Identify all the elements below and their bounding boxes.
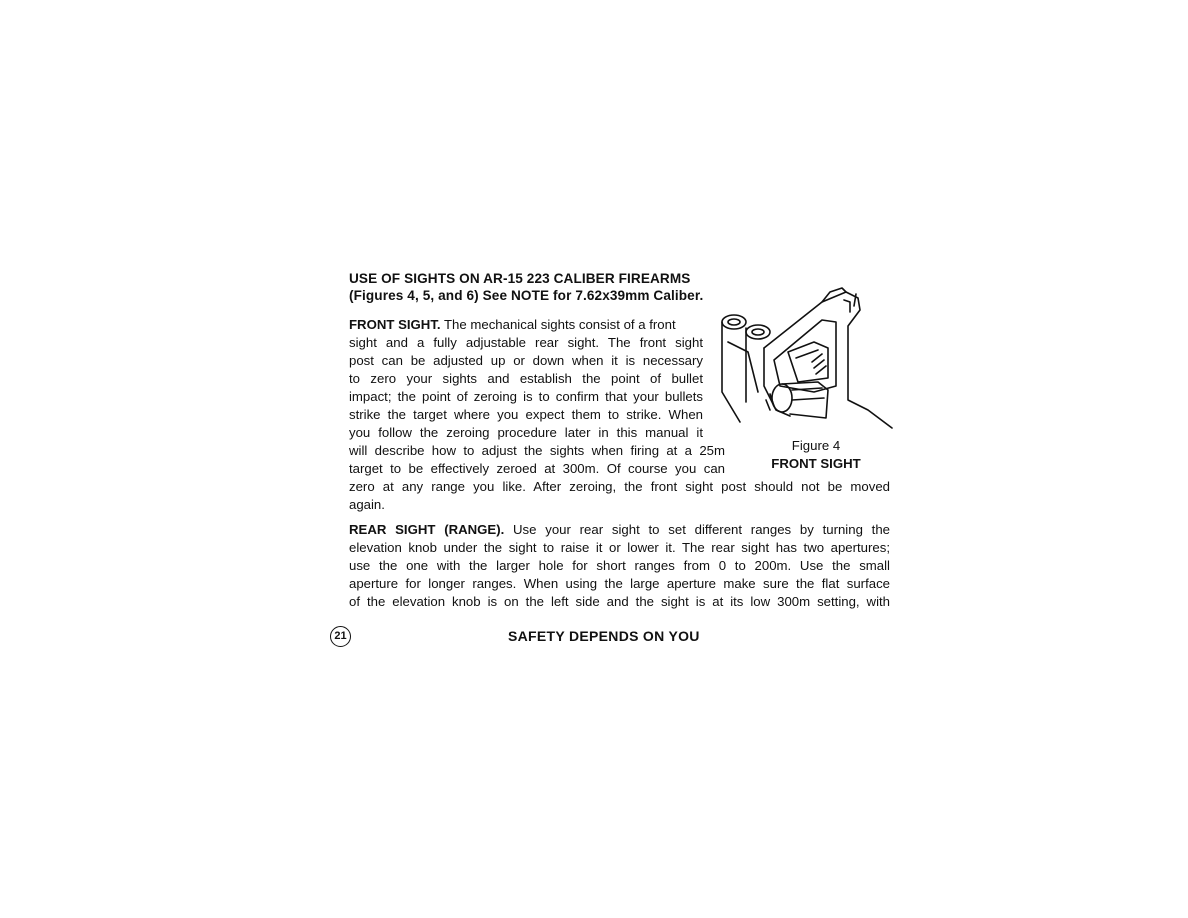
front-sight-line-1 (349, 316, 676, 334)
figure-title: FRONT SIGHT (771, 456, 861, 471)
figure-number: Figure 4 (791, 438, 841, 453)
front-sight-text-1: The mechanical sights consist of a front (440, 317, 676, 332)
front-sight-line-10: zero at any range you like. After zeroing, the front sight post should not be moved (349, 479, 890, 494)
front-sight-line-7: you follow the zeroing procedure later in this manual it (349, 425, 703, 440)
rear-sight-line-3: use the one with the larger hole for short ranges from 0 to 200m. Use the small (349, 558, 890, 573)
front-sight-line-11: again. (349, 497, 385, 512)
rear-sight-text-1: Use your rear sight to set different ranges by turning the (504, 522, 890, 537)
front-sight-line-2: sight and a fully adjustable rear sight. The front sight (349, 335, 703, 350)
section-title-line-2: (Figures 4, 5, and 6) See NOTE for 7.62x39mm Caliber. (349, 288, 704, 303)
rear-sight-line-1 (349, 521, 890, 539)
rear-sight-line-2: elevation knob under the sight to raise it or lower it. The rear sight has two apertures; (349, 540, 890, 555)
section-title-line-1: USE OF SIGHTS ON AR-15 223 CALIBER FIREARMS (349, 271, 691, 286)
front-sight-line-6: strike the target where you expect them to strike. When (349, 407, 703, 422)
front-sight-line-3: post can be adjusted up or down when it is necessary (349, 353, 703, 368)
page-footer (330, 626, 890, 648)
front-sight-line-8: will describe how to adjust the sights when firing at a 25m (349, 443, 725, 458)
rear-sight-line-4: aperture for longer ranges. When using the large aperture make sure the flat surface (349, 576, 890, 591)
rear-sight-line-5: of the elevation knob is on the left side and the sight is at its low 300m setting, with (349, 594, 890, 609)
front-sight-line-4: to zero your sights and establish the point of bullet (349, 371, 703, 386)
front-sight-line-9: target to be effectively zeroed at 300m. Of course you can (349, 461, 725, 476)
footer-safety-text: SAFETY DEPENDS ON YOU (508, 628, 700, 644)
rear-sight-run-in: REAR SIGHT (RANGE). (349, 522, 505, 537)
page-number-badge: 21 (330, 626, 351, 647)
front-sight-line-5: impact; the point of zeroing is to confirm that your bullets (349, 389, 703, 404)
front-sight-run-in: FRONT SIGHT. (349, 317, 441, 332)
front-sight-illustration (718, 282, 894, 434)
